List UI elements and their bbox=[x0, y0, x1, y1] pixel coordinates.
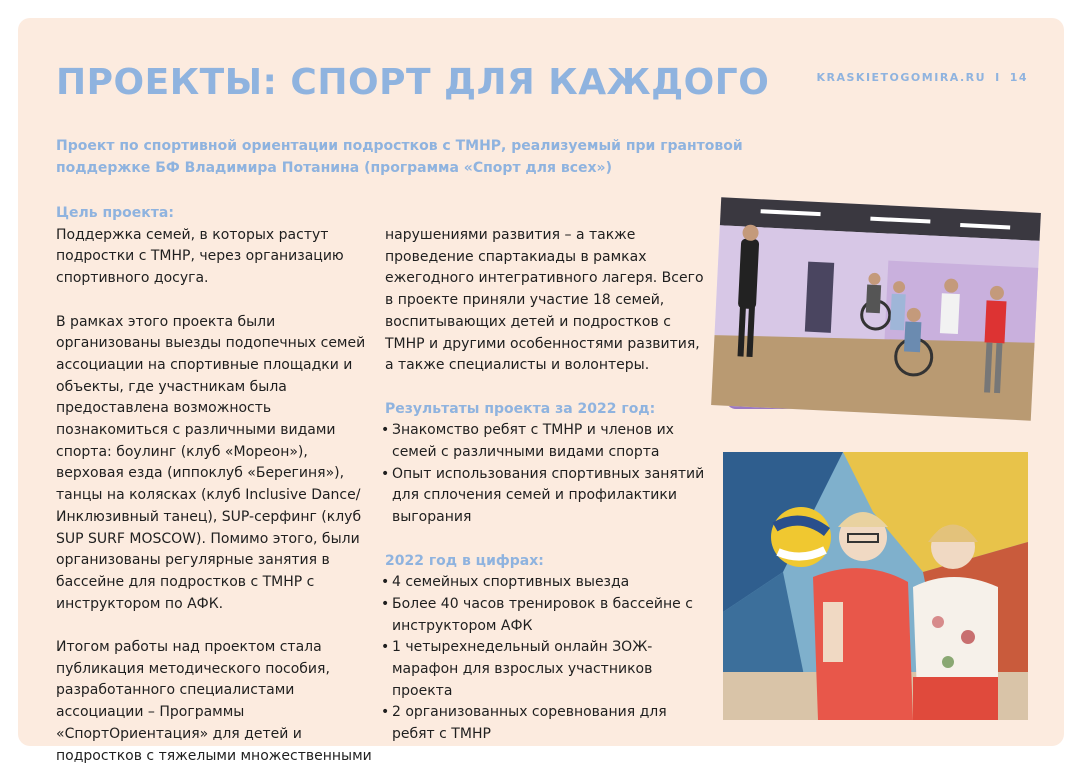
list-item: • Знакомство ребят с ТМНР и членов их семей с различными видами спорта bbox=[381, 420, 705, 463]
goal-heading: Цель проекта: bbox=[56, 205, 174, 221]
photo-gym-frame bbox=[716, 205, 1036, 413]
paragraph-outcome: Итогом работы над проектом стала публикация методического пособия, разработанного специалистами ассоциации – Программы «СпортОриентация» для детей и подростков с тяжелыми множественными bbox=[56, 639, 372, 764]
numbers-heading: 2022 год в цифрах: bbox=[385, 552, 544, 569]
list-item: • Опыт использования спортивных занятий для сплочения семей и профилактики выгорания bbox=[381, 464, 705, 529]
left-column bbox=[56, 203, 378, 767]
paragraph-activities: В рамках этого проекта были организованы выезды подопечных семей ассоциации на спортивные площадки и объекты, где участникам была предоставлена возможность познакомиться с различными видами спорта: боулинг (клуб «Мореон»), верховая езда (иппоклуб «Берегиня»), танцы на колясках (клуб Inclusive Dance/Инклюзивный танец), SUP-серфинг (клуб SUP SURF MOSCOW). Помимо этого, были организованы регулярные занятия в бассейне для подростков с ТМНР с инструктором по АФК. bbox=[56, 313, 366, 612]
photo-gym-session bbox=[711, 197, 1041, 420]
page-number: 14 bbox=[1009, 71, 1028, 84]
results-list bbox=[385, 420, 705, 529]
results-heading: Результаты проекта за 2022 год: bbox=[385, 400, 656, 417]
middle-column bbox=[385, 225, 705, 746]
numbers-list bbox=[385, 572, 705, 746]
site-link[interactable]: KRASKIETOGOMIRA.RU bbox=[816, 71, 987, 84]
page bbox=[18, 18, 1064, 764]
page-title: ПРОЕКТЫ: СПОРТ ДЛЯ КАЖДОГО bbox=[56, 62, 770, 103]
header-separator: I bbox=[995, 71, 1001, 84]
list-item: • 1 четырехнедельный онлайн ЗОЖ-марафон для взрослых участников проекта bbox=[381, 637, 705, 702]
list-item: • 4 семейных спортивных выезда bbox=[381, 572, 705, 594]
photo-volleyball bbox=[723, 452, 1028, 720]
list-item: • Более 40 часов тренировок в бассейне с инструктором АФК bbox=[381, 594, 705, 637]
paragraph-continuation: нарушениями развития – а также проведение спартакиады в рамках ежегодного интегративного лагеря. Всего в проекте приняли участие 18 семей, воспитывающих детей и подростков с ТМНР и другими особенностями развития, а также специалисты и волонтеры. bbox=[385, 227, 704, 374]
page-header-meta bbox=[816, 71, 1028, 84]
subtitle: Проект по спортивной ориентации подростков с ТМНР, реализуемый при грантовой поддержке БФ Владимира Потанина (программа «Спорт для всех») bbox=[56, 138, 743, 176]
list-item: • 2 организованных соревнования для ребят с ТМНР bbox=[381, 702, 705, 745]
goal-text: Поддержка семей, в которых растут подростки с ТМНР, через организацию спортивного досуга. bbox=[56, 226, 344, 287]
